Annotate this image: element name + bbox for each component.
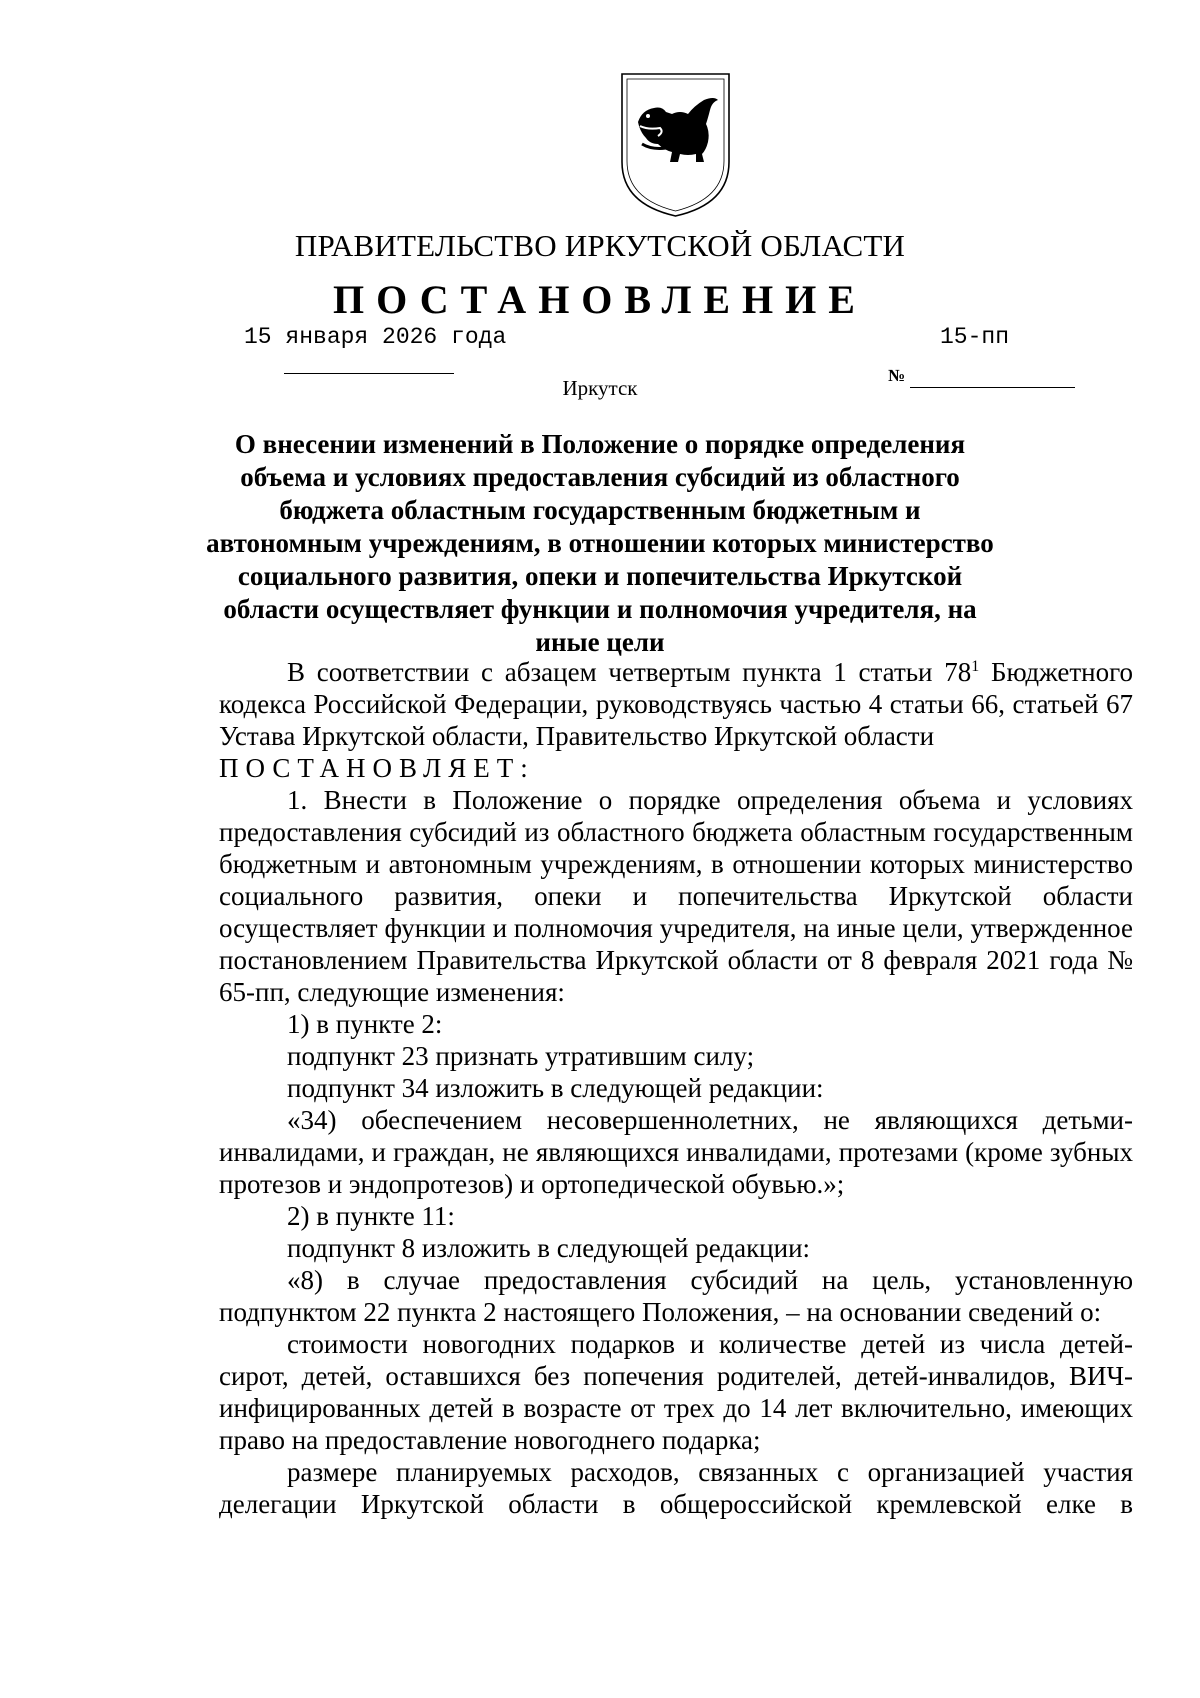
paragraph-6: 2) в пункте 11:: [287, 1201, 455, 1231]
article-superscript: 1: [971, 658, 980, 675]
number-sign: №: [888, 366, 906, 385]
preamble-text-start: В соответствии с абзацем четвертым пункта 1 статьи 78: [287, 657, 972, 687]
document-number: 15-пп: [940, 324, 1010, 350]
document-date: 15 января 2026 года: [244, 324, 507, 350]
document-title: О внесении изменений в Положение о порядке определения объема и условиях предоставления субсидий из областного бюджета областным государственным бюджетным и автономным учреждениям, в отношении которых министерство социального развития, опеки и попечительства Иркутской области осуществляет функции и полномочия учредителя, на иные цели: [206, 429, 994, 657]
paragraph-1: 1. Внести в Положение о порядке определения объема и условиях предоставления субсидий из областного бюджета областным государственным бюджетным и автономным учреждениям, в отношении которых министерство социального развития, опеки и попечительства Иркутской области осуществляет функции и полномочия учредителя, на иные цели, утвержденное постановлением Правительства Иркутской области от 8 февраля 2021 года № 65-пп, следующие изменения:: [219, 785, 1133, 1007]
coat-of-arms-icon: [618, 70, 733, 220]
resolves-word: ПОСТАНОВЛЯЕТ:: [219, 753, 535, 783]
date-underline: [284, 373, 454, 374]
paragraph-7: подпункт 8 изложить в следующей редакции:: [287, 1233, 811, 1263]
preamble-text-end: Бюджетного кодекса Российской Федерации, руководствуясь частью 4 статьи 66, статьей 67 Устава Иркутской области, Правительство Иркутской области: [219, 657, 1133, 751]
paragraph-10: размере планируемых расходов, связанных с организацией участия делегации Иркутской области в общероссийской кремлевской елке в: [219, 1457, 1133, 1519]
authority-name: ПРАВИТЕЛЬСТВО ИРКУТСКОЙ ОБЛАСТИ: [294, 228, 906, 263]
paragraph-5: «34) обеспечением несовершеннолетних, не являющихся детьми-инвалидами, и граждан, не являющихся инвалидами, протезами (кроме зубных протезов и эндопротезов) и ортопедической обувью.»;: [219, 1105, 1133, 1199]
document-body: [219, 656, 1133, 1520]
paragraph-4: подпункт 34 изложить в следующей редакции:: [287, 1073, 824, 1103]
paragraph-2: 1) в пункте 2:: [287, 1009, 443, 1039]
paragraph-9: стоимости новогодних подарков и количестве детей из числа детей-сирот, детей, оставшихся без попечения родителей, детей-инвалидов, ВИЧ-инфицированных детей в возрасте от трех до 14 лет включительно, имеющих право на предоставление новогоднего подарка;: [219, 1329, 1133, 1455]
paragraph-8: «8) в случае предоставления субсидий на цель, установленную подпунктом 22 пункта 2 настоящего Положения, – на основании сведений о:: [219, 1265, 1133, 1327]
city-name: Иркутск: [562, 376, 638, 400]
paragraph-3: подпункт 23 признать утратившим силу;: [287, 1041, 755, 1071]
document-type: ПОСТАНОВЛЕНИЕ: [333, 277, 867, 322]
preamble-paragraph: [219, 656, 1133, 752]
